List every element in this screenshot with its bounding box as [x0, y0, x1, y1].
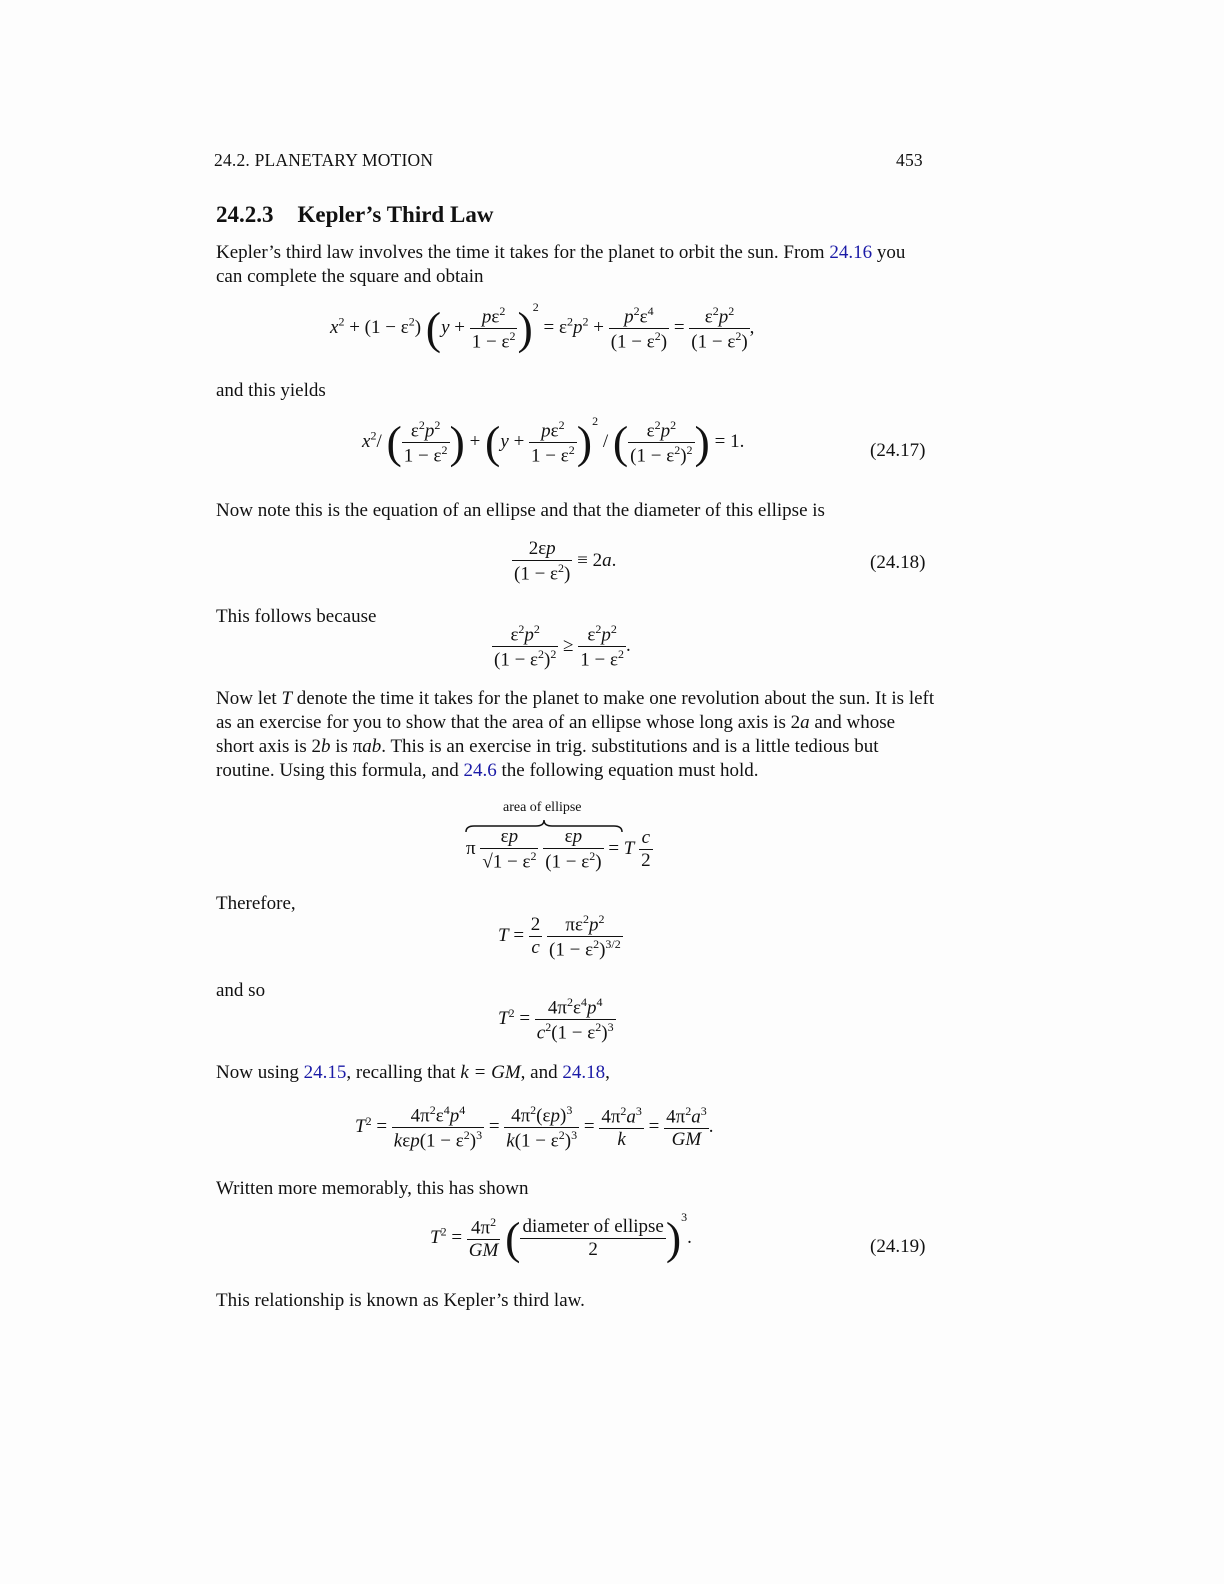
equation-24-19: $T^2$ = $\frac{4\pi^2}{GM}$ ( diameter of ellipse 2 )$^3$.	[430, 1210, 692, 1264]
equation-area: π $\frac{\varepsilon p}{√1 - \varepsilon^2}$ $\frac{\varepsilon p}{(1 - \varepsilon^2)}$ = T $\frac{c}{2}$	[466, 826, 651, 873]
ref-24-6-link[interactable]: 24.6	[463, 760, 497, 781]
text-and-so: and so	[216, 980, 266, 1001]
equation-number-24-17: (24.17)	[870, 440, 926, 461]
section-title: Kepler’s Third Law	[297, 202, 494, 227]
equation-T: T = $\frac{2}{c}$ $\frac{\pi\varepsilon^2p^2}{(1 - \varepsilon^2)^{3/2}}$	[498, 912, 621, 961]
equation-24-17: $x^2/$ ( $\frac{\varepsilon^2p^2}{1 - \varepsilon^2}$ ) + (y + $\frac{p\varepsilon^2}{1 - \varepsilon^2}$ )$^2$ / ( $\frac{\varepsilon^2p^2}{(1 - \varepsilon^2)^2}$ ) = 1.	[362, 414, 745, 468]
intro-paragraph: Kepler’s third law involves the time it takes for the planet to orbit the sun. From 24.16 you can complete the square and obtain	[216, 242, 906, 287]
equation-inequality: $\frac{\varepsilon^2p^2}{(1 - \varepsilon^2)^2}$ ≥ $\frac{\varepsilon^2p^2}{1 - \varepsilon^2}$ .	[494, 622, 631, 671]
conclusion-text: This relationship is known as Kepler’s third law.	[216, 1290, 585, 1311]
equation-24-18: $\frac{2\varepsilon p}{(1 - \varepsilon^2)}$ ≡ 2a.	[514, 538, 617, 585]
ref-24-15-link[interactable]: 24.15	[303, 1062, 347, 1083]
brace-label: area of ellipse	[503, 800, 582, 815]
equation-number-24-18: (24.18)	[870, 552, 926, 573]
period-paragraph: Now let T denote the time it takes for the planet to make one revolution about the sun. It is left as an exercise for you to show that the area of an ellipse whose long axis is 2a and whose short axis is 2b is πab. This is an exercise in trig. substitutions and is a little tedious but routine. Using this formula, and 24.6 the following equation must hold.	[216, 688, 935, 781]
diameter-label: diameter of ellipse	[522, 1216, 664, 1238]
text-ellipse-diameter: Now note this is the equation of an ellipse and that the diameter of this ellipse is	[216, 500, 825, 521]
equation-completed-square: $x^2 + (1 - \varepsilon^2) (y$ + $\frac{p\varepsilon^2}{1 - \varepsilon^2}$ )$^2 = \varepsilon^2p^2$ + $\frac{p^2\varepsilon^4}{(1 - \varepsilon^2)}$ = $\frac{\varepsilon^2p^2}{(1 - \varepsilon^2)}$ ,	[330, 300, 755, 354]
text-and-this-yields: and this yields	[216, 380, 326, 401]
text-therefore: Therefore,	[216, 893, 296, 914]
running-header: 24.2. PLANETARY MOTION	[214, 150, 434, 170]
equation-T-squared: $T^2$ = $\frac{4\pi^2\varepsilon^4p^4}{c^2(1 - \varepsilon^2)^3}$	[498, 995, 614, 1044]
equation-chain: $T^2$ = $4\pi^2\varepsilon^4p^4$ $k\varepsilon p(1 - \varepsilon^2)^3$ = $\frac{4\pi^2(\varepsilon p)^3}{k(1 - \varepsilon^2)^3}$ = $\frac{4\pi^2a^3}{k}$ = $\frac{4\pi^2a^3}{GM}$ .	[355, 1103, 714, 1152]
page-number: 453	[896, 150, 923, 170]
text-memorably: Written more memorably, this has shown	[216, 1178, 529, 1199]
equation-number-24-19: (24.19)	[870, 1236, 926, 1257]
ref-24-16-link[interactable]: 24.16	[829, 242, 873, 263]
section-number: 24.2.3	[216, 202, 274, 227]
using-paragraph: Now using 24.15, recalling that k = GM, and 24.18,	[216, 1062, 610, 1083]
ref-24-18-link[interactable]: 24.18	[562, 1062, 606, 1083]
text-this-follows: This follows because	[216, 606, 377, 627]
section-heading	[216, 202, 493, 228]
